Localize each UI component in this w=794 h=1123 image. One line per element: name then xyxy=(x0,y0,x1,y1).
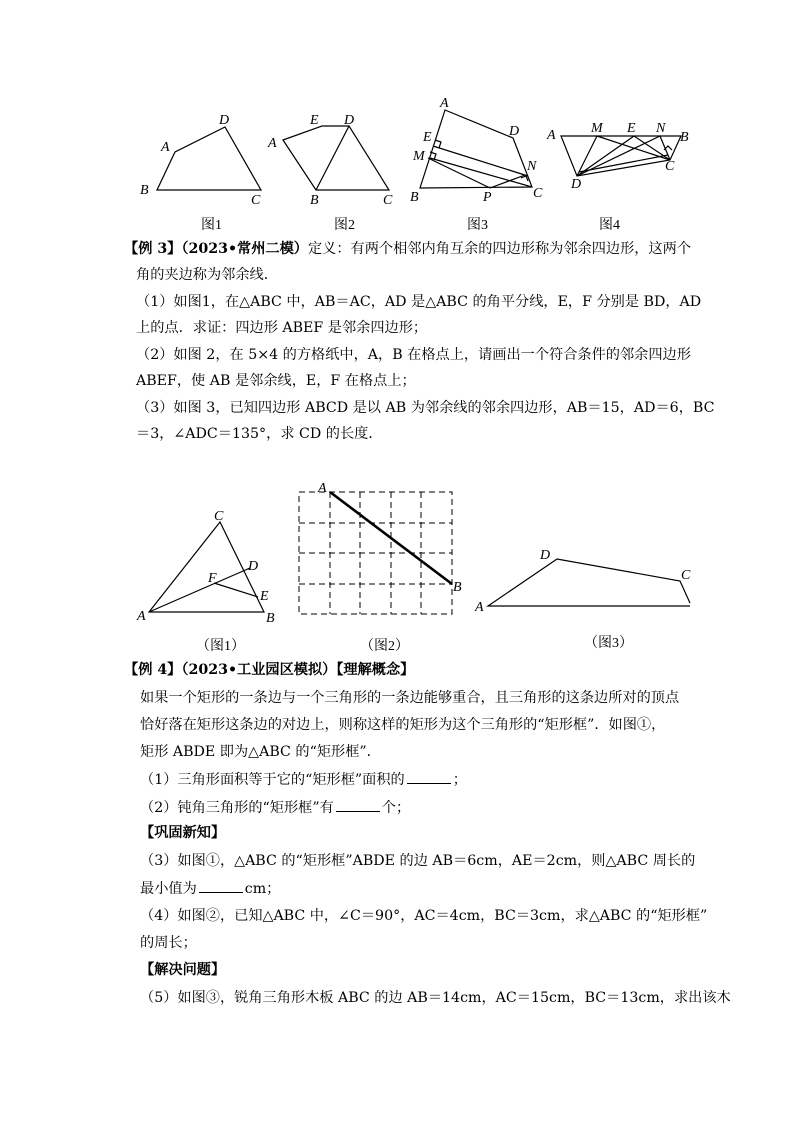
example4-source: （2023•工业园区模拟） xyxy=(181,662,337,678)
example4-q3-blank[interactable] xyxy=(199,878,243,893)
example4-q2-text: （2）钝角三角形的“矩形框”有 xyxy=(140,800,334,816)
fig1-label-d: D xyxy=(219,113,230,128)
fig4-label-m: M xyxy=(591,121,603,136)
fig4-label-c: C xyxy=(665,159,675,174)
example3-line1 xyxy=(124,239,691,259)
example3-definition: 定义：有两个相邻内角互余的四边形称为邻余四边形，这两个 xyxy=(307,241,692,257)
mid-fig1-label-f: F xyxy=(208,571,217,586)
example3-tag: 【例 3】 xyxy=(124,241,182,257)
example4-q3-text: 最小值为 xyxy=(140,881,197,897)
fig3-label-c: C xyxy=(533,186,543,201)
fig4-label-a: A xyxy=(547,128,556,143)
fig2-diagonal xyxy=(316,126,349,190)
example4-q3-unit: cm； xyxy=(244,881,281,897)
example4-q2 xyxy=(140,797,410,818)
fig2-label-b: B xyxy=(310,193,319,208)
mid-fig1-label-c: C xyxy=(214,509,224,524)
example4-p3: 矩形 ABDE 即为△ABC 的“矩形框”． xyxy=(140,744,381,760)
example3-q3-b: ＝3，∠ADC＝135°，求 CD 的长度． xyxy=(136,426,383,442)
fig3-label-d: D xyxy=(509,124,520,139)
example3-q1-b: 上的点．求证：四边形 ABEF 是邻余四边形； xyxy=(136,320,428,336)
fig3-label-p: P xyxy=(483,190,492,205)
example4-q4-a: （4）如图②，已知△ABC 中，∠C＝90°，AC＝4cm，BC＝3cm，求△ABC 的“矩形框” xyxy=(140,908,708,924)
fig2-quadrilateral xyxy=(283,126,389,190)
fig3-line-ep xyxy=(433,146,528,176)
example4-q1-end: ； xyxy=(452,772,467,788)
fig3-quadrilateral xyxy=(420,110,532,188)
example4-header xyxy=(124,660,414,680)
fig4-label-e: E xyxy=(627,121,636,136)
fig4-label-b: B xyxy=(680,130,689,145)
mid-fig1-label-d: D xyxy=(248,559,259,574)
fig4-label-d: D xyxy=(571,177,582,192)
mid-fig1-label-a: A xyxy=(137,609,146,624)
mid-fig2-label-b: B xyxy=(453,580,462,595)
fig4-line-de xyxy=(577,136,634,176)
example4-q2-blank[interactable] xyxy=(336,797,380,812)
fig2-label-c: C xyxy=(383,193,393,208)
example3-q2-a: （2）如图 2，在 5×4 的方格纸中，A，B 在格点上，请画出一个符合条件的邻余四边形 xyxy=(136,347,691,363)
example4-q4-b: 的周长； xyxy=(140,935,197,951)
mid-fig1-caption: （图1） xyxy=(196,639,245,654)
fig1-quadrilateral xyxy=(157,127,261,190)
example3-source: （2023•常州二模） xyxy=(181,241,308,257)
mid-fig3-label-d: D xyxy=(540,548,551,563)
example4-q1-text: （1）三角形面积等于它的“矩形框”面积的 xyxy=(140,772,405,788)
fig3-caption: 图3 xyxy=(467,218,488,233)
fig3-label-a: A xyxy=(440,96,449,111)
fig4-line-mid xyxy=(579,155,668,172)
fig1-label-c: C xyxy=(251,193,261,208)
mid-fig1-label-b: B xyxy=(266,611,275,626)
mid-fig1-label-e: E xyxy=(260,589,269,604)
example4-heading: 【理解概念】 xyxy=(336,662,415,678)
example4-q1 xyxy=(140,769,467,790)
mid-fig3-label-c: C xyxy=(681,568,691,583)
fig3-label-b: B xyxy=(410,190,419,205)
mid-fig2-caption: （图2） xyxy=(360,639,409,654)
fig3-label-m: M xyxy=(413,149,425,164)
fig4-right-angle xyxy=(664,146,672,150)
example4-q2-end: 个； xyxy=(381,800,411,816)
mid-fig2-label-a: A xyxy=(318,481,327,496)
fig4-label-n: N xyxy=(656,121,666,136)
figures-top-row xyxy=(0,0,794,240)
fig2-label-a: A xyxy=(268,136,277,151)
fig3-label-e: E xyxy=(423,130,432,145)
example4-tag: 【例 4】 xyxy=(124,662,182,678)
example3-q3-a: （3）如图 3，已知四边形 ABCD 是以 AB 为邻余线的邻余四边形，AB＝15，AD＝6，BC xyxy=(136,400,715,416)
fig4-caption: 图4 xyxy=(599,218,620,233)
mid-fig1-triangle xyxy=(149,522,264,612)
example4-q1-blank[interactable] xyxy=(407,769,451,784)
example4-p2: 恰好落在矩形这条边的对边上，则称这样的矩形为这个三角形的“矩形框”．如图①， xyxy=(140,717,666,733)
fig3-right-angle-n xyxy=(521,176,528,181)
fig2-label-e: E xyxy=(310,113,319,128)
fig2-caption: 图2 xyxy=(334,218,355,233)
figures-middle-row xyxy=(0,470,794,670)
mid-fig3-quadrilateral xyxy=(488,559,690,606)
fig1-label-a: A xyxy=(161,140,170,155)
example3-q2-b: ABEF，使 AB 是邻余线，E，F 在格点上； xyxy=(136,373,416,389)
example3-line2: 角的夹边称为邻余线． xyxy=(136,267,278,283)
example3-q1-a: （1）如图1，在△ABC 中，AB＝AC，AD 是△ABC 的角平分线，E，F 分别是 BD，AD xyxy=(136,294,702,310)
example4-q3-a: （3）如图①，△ABC 的“矩形框”ABDE 的边 AB＝6cm，AE＝2cm，则△ABC 周长的 xyxy=(140,853,696,869)
example4-heading2: 【巩固新知】 xyxy=(140,825,226,841)
example4-heading3: 【解决问题】 xyxy=(140,962,226,978)
fig1-label-b: B xyxy=(140,183,149,198)
example4-q3-b xyxy=(140,878,280,899)
fig2-label-d: D xyxy=(344,113,355,128)
fig1-caption: 图1 xyxy=(201,218,222,233)
example4-p1: 如果一个矩形的一条边与一个三角形的一条边能够重合，且三角形的这条边所对的顶点 xyxy=(140,690,680,706)
fig3-label-n: N xyxy=(527,159,537,174)
mid-fig3-label-a: A xyxy=(475,600,484,615)
example4-q5: （5）如图③，锐角三角形木板 ABC 的边 AB＝14cm，AC＝15cm，BC＝13cm，求出该木 xyxy=(140,990,731,1006)
mid-fig3-caption: （图3） xyxy=(584,636,633,651)
